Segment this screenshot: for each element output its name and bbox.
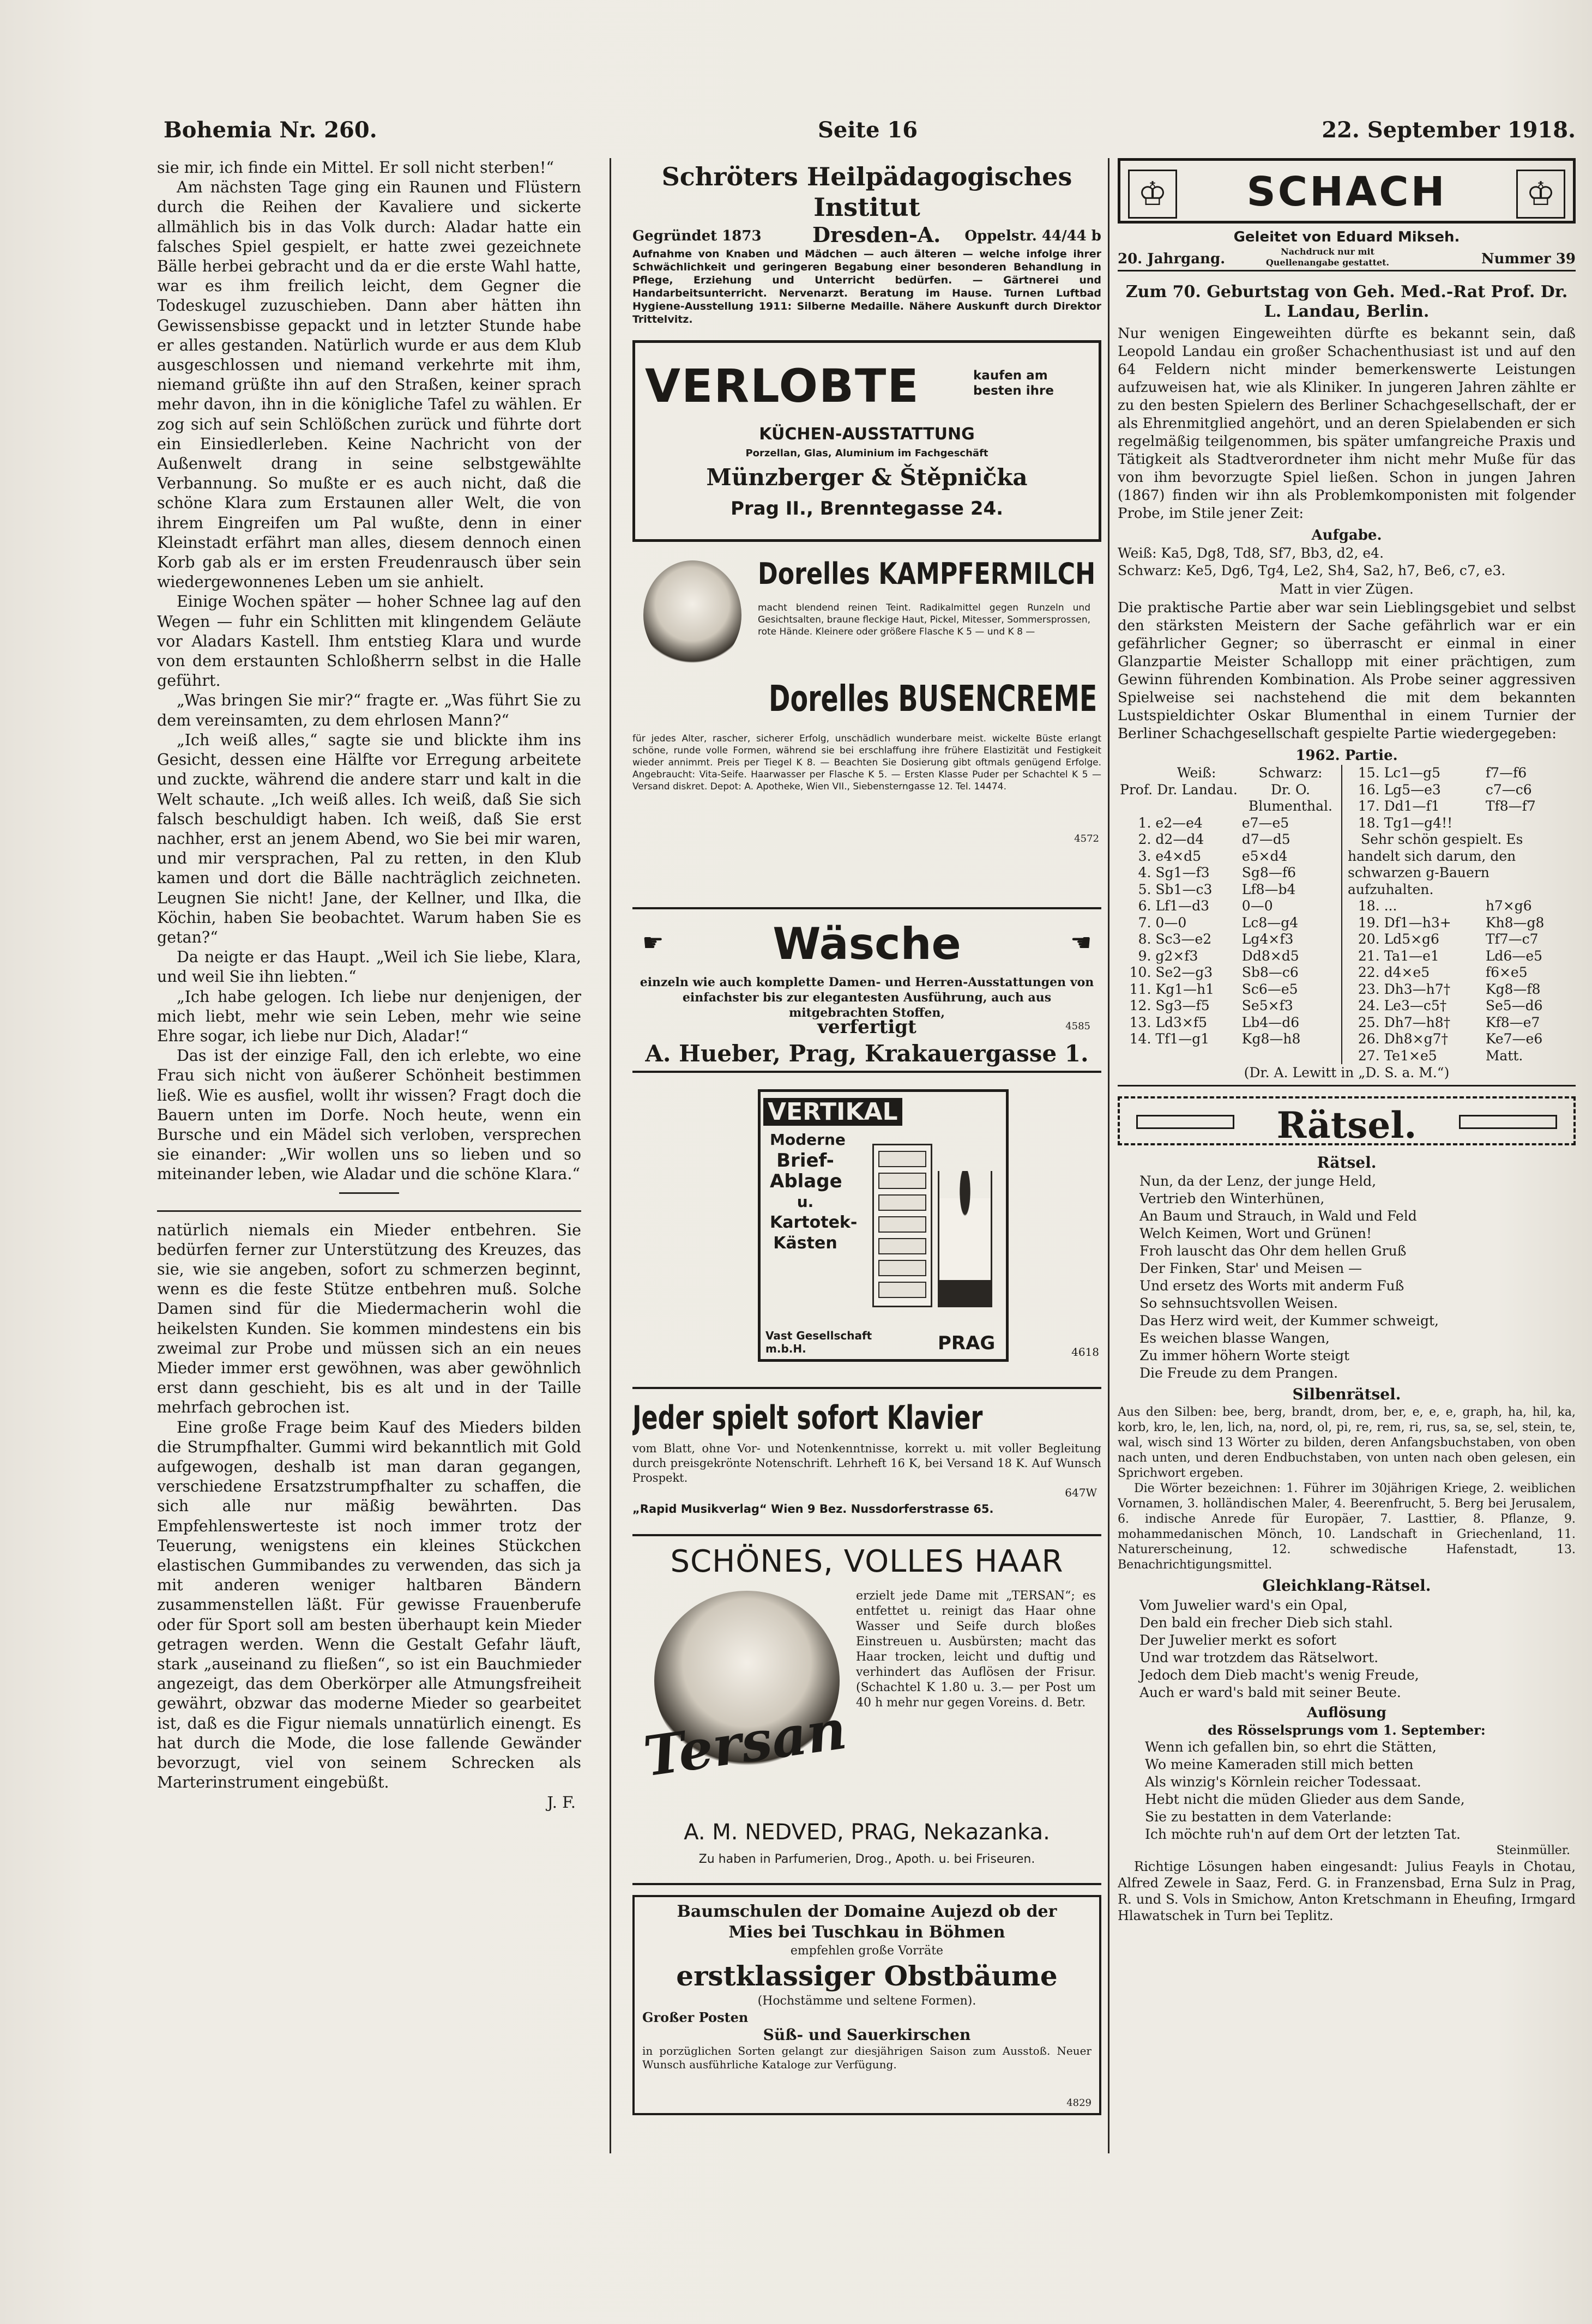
waesche-footer: A. Hueber, Prag, Krakauergasse 1. xyxy=(645,1040,1089,1067)
chess-moves xyxy=(1118,765,1576,1064)
dorelles-title-1: Dorelles KAMPFERMILCH xyxy=(758,557,1096,591)
ad-tersan xyxy=(632,1536,1101,1885)
ad-vertikal xyxy=(632,1073,1101,1389)
tersan-footer: Zu haben in Parfumerien, Drog., Apoth. u. bei Friseuren. xyxy=(698,1852,1035,1866)
chess-move-row: 1. e2—e4 e7—e5 xyxy=(1138,814,1289,831)
raetsel-sub-4: des Rösselsprungs vom 1. September: xyxy=(1208,1722,1486,1738)
chess-banner xyxy=(1118,158,1576,224)
chess-move-row: 4. Sg1—f3 Sg8—f6 xyxy=(1138,865,1296,880)
raetsel-title-3: Gleichklang-Rätsel. xyxy=(1262,1577,1431,1595)
dorelles-number: 4572 xyxy=(1074,833,1099,844)
pointing-hand-icon: ☛ xyxy=(642,929,664,957)
chess-move-row: Sehr schön gespielt. Es handelt sich darum, den schwarzen g-Bauern aufzuhalten. xyxy=(1348,831,1523,897)
poem-line: Auch er ward's bald mit seiner Beute. xyxy=(1139,1685,1401,1700)
chess-move-row: 7. 0—0 Lc8—g4 xyxy=(1138,914,1299,931)
poem-line: An Baum und Strauch, in Wald und Feld xyxy=(1139,1208,1417,1224)
story-paragraph: sie mir, ich finde ein Mittel. Er soll nicht sterben!“ xyxy=(157,159,554,177)
poem-line: Vertrieb den Winterhünen, xyxy=(1139,1191,1325,1206)
tersan-company: A. M. NEDVED, PRAG, Nekazanka. xyxy=(684,1820,1050,1845)
poem-line: Wenn ich gefallen bin, so ehrt die Stätten, xyxy=(1145,1739,1437,1755)
woman-portrait-image xyxy=(643,560,741,669)
chess-move-row: 19. Df1—h3+ Kh8—g8 xyxy=(1358,914,1545,931)
poem-line: Als winzig's Körnlein reicher Todessaat. xyxy=(1145,1774,1421,1790)
obst-body: in porzüglichen Sorten gelangt zur diesjährigen Saison zum Ausstoß. Neuer Wunsch ausführliche Kataloge zur Verfügung. xyxy=(642,2044,1092,2071)
waesche-title: Wäsche xyxy=(773,919,961,969)
crown-icon: ♔ xyxy=(1128,170,1177,219)
chess-move-row: 11. Kg1—h1 Sc6—e5 xyxy=(1129,981,1298,997)
poem-line: Die Freude zu dem Prangen. xyxy=(1139,1365,1338,1381)
raetsel-title-4: Auflösung xyxy=(1307,1705,1386,1721)
vertikal-brand: VERTIKAL xyxy=(763,1098,902,1126)
poem-line: Nun, da der Lenz, der junge Held, xyxy=(1139,1173,1377,1189)
chess-number: Nummer 39 xyxy=(1481,251,1576,267)
section-rule xyxy=(157,1210,581,1212)
obst-line5: Süß- und Sauerkirschen xyxy=(763,2026,971,2044)
raetsel-poem-1 xyxy=(1118,1173,1576,1382)
waesche-sub: verfertigt xyxy=(817,1016,916,1038)
poem-line: Ich möchte ruh'n auf dem Ort der letzten Tat. xyxy=(1145,1826,1461,1842)
obst-sub: (Hochstämme und seltene Formen). xyxy=(757,1994,976,2008)
header-page-number: Seite 16 xyxy=(818,117,918,143)
chess-move-row: 8. Sc3—e2 Lg4×f3 xyxy=(1138,931,1294,947)
dorelles-title-2: Dorelles BUSENCREME xyxy=(769,678,1097,720)
chess-move-row: 2. d2—d4 d7—d5 xyxy=(1138,831,1291,847)
ad-klavier xyxy=(632,1389,1101,1536)
klavier-body: vom Blatt, ohne Vor- und Notenkenntnisse, korrekt u. mit voller Begleitung durch preisgekrönte Notenschrift. Lehrheft 16 K, bei Versand 18 K. Auf Wunsch Prospekt. xyxy=(632,1442,1101,1484)
vertikal-city: PRAG xyxy=(938,1332,996,1354)
chess-editor: Geleitet von Eduard Mikseh. xyxy=(1233,229,1460,245)
chess-heading: Zum 70. Geburtstag von Geh. Med.-Rat Prof. Dr. L. Landau, Berlin. xyxy=(1125,282,1568,321)
chess-moves-left: Weiß: Schwarz: Prof. Dr. Landau. Dr. O. Blumenthal. 1. e2—e4 e7—e5 2. d2—d4 d7—d5 3. e4×d5 e5×d4 4. Sg1—f3 Sg8—f6 5. Sb1—c3 Lf8—b4 6. Lf1—d3 0—0 7. 0—0 Lc8—g4 8. Sc3—e2 Lg4×f3 9. g2×f3 Dd8×d5 10. Se2—g3 Sb8—c6 11. Kg1—h1 Sc6—e5 12. Sg3—f5 Se5×f3 13. Ld3×f5 Lb4—d6 14. Tf1—g1 Kg8—h8 xyxy=(1118,765,1342,1064)
raetsel-poem-4-author: Steinmüller. xyxy=(1496,1844,1570,1857)
kitchen-line2: Porzellan, Glas, Aluminium im Fachgeschäft xyxy=(745,448,988,459)
chess-game-label: 1962. Partie. xyxy=(1295,747,1398,764)
raetsel-banner-title: Rätsel. xyxy=(1276,1104,1417,1146)
vertikal-maker: Vast Gesellschaft m.b.H. xyxy=(765,1329,872,1355)
chess-move-row: 26. Dh8×g7† Ke7—e6 xyxy=(1358,1031,1543,1047)
middle-column xyxy=(632,158,1101,2175)
chess-game-intro: Die praktische Partie aber war sein Lieblingsgebiet und selbst den stärksten Meistern der Sache gefährlich war er ein gefährlicher Gegner; so überrascht er einmal in einer Glanzpartie Meister Schallopp mit einer prächtigen, zum Gewinn führenden Kombination. Als Probe seiner aggressiven Spielweise sei nachstehend die mit dem bekannten Lustspieldichter Oskar Blumenthal in einem Turnier der Berliner Schachgesellschaft gespielte Partie wiedergegeben: xyxy=(1118,600,1576,742)
right-column xyxy=(1118,158,1576,2175)
ad-institute xyxy=(632,158,1101,338)
page-header xyxy=(164,117,1576,150)
tersan-title: SCHÖNES, VOLLES HAAR xyxy=(670,1544,1064,1579)
chess-move-row: 16. Lg5—e3 c7—c6 xyxy=(1358,781,1532,798)
article-paragraph: natürlich niemals ein Mieder entbehren. Sie bedürfen ferner zur Unterstützung des Kreuzes, das sie, wie sie angeben, sofort zu schmerzen beginnt, wenn es die feste Stütze entbehren muß. Solche Damen sind für die Miedermacherin wohl die heikelsten Kunden. Sie kommen mindestens ein bis zweimal zur Probe und müssen sich an ein neues Mieder immer erst gewöhnen, was aber gewöhnlich erst dann geschieht, bis es alt und in der Taille mehrfach gebrochen ist. xyxy=(157,1221,581,1417)
raetsel-body-2b: Die Wörter bezeichnen: 1. Führer im 30jährigen Kriege, 2. weiblichen Vornamen, 3. holländischen Maler, 4. Beerenfrucht, 5. Berg bei Jerusalem, 6. indische Anrede für Europäer, 7. Lasttier, 8. Pflanze, 9. mohammedanischen Mönch, 10. Landschaft in Griechenland, 11. Naturerscheinung, 12. schwedische Hafenstadt, 13. Benachrichtigungsmittel. xyxy=(1118,1482,1576,1572)
chess-white: Weiß: Ka5, Dg8, Td8, Sf7, Bb3, d2, e4. xyxy=(1118,545,1384,561)
chess-mate: Matt in vier Zügen. xyxy=(1280,581,1414,597)
kitchen-line3: Münzberger & Štěpnička xyxy=(706,464,1028,491)
tersan-body: erzielt jede Dame mit „TERSAN“; es entfettet u. reinigt das Haar ohne Wasser und Seife durch bloßes Einstreuen u. Ausbürsten; macht das Haar trocken, leicht und duftig und verhindert das Auflösen der Frisur. (Schachtel K 1.80 u. 3.— per Post um 40 h mehr nur gegen Voreins. d. Betr. xyxy=(856,1589,1096,1710)
chess-move-row: 12. Sg3—f5 Se5×f3 xyxy=(1129,998,1293,1013)
chess-year: 20. Jahrgang. xyxy=(1118,251,1226,267)
waesche-number: 4585 xyxy=(1065,1021,1090,1032)
chess-intro: Nur wenigen Eingeweihten dürfte es bekannt sein, daß Leopold Landau ein großer Schachenthusiast ist und auf den 64 Feldern nicht minder bemerkenswerte Leistungen aufzuweisen hat, wie als Kliniker. In jungeren Jahren zählte er zu den besten Spielern des Berliner Schachgesellschaft, der er als Ehrenmitglied angehört, und an deren Spielabenden er sich regelmäßig teilgenommen, bis später umfangreiche Praxis und Tätigkeit als Stadtverordneter ihm nicht mehr Muße für das von ihm bevorzugte Spiel ließen. Schon in jungen Jahren (1867) finden wir ihn als Problemkomponisten mit folgender Probe, im Stile jener Zeit: xyxy=(1118,325,1576,522)
poem-line: Zu immer höhern Worte steigt xyxy=(1139,1348,1350,1363)
chess-move-row: 24. Le3—c5† Se5—d6 xyxy=(1358,998,1543,1013)
poem-line: Sie zu bestatten in dem Vaterlande: xyxy=(1145,1809,1392,1825)
chess-move-row: 27. Te1×e5 Matt. xyxy=(1358,1047,1523,1064)
obst-line2: Mies bei Tuschkau in Böhmen xyxy=(728,1923,1005,1942)
poem-line: Vom Juwelier ward's ein Opal, xyxy=(1139,1597,1348,1613)
chess-move-row: 20. Ld5×g6 Tf7—c7 xyxy=(1358,931,1539,947)
poem-line: So sehnsuchtsvollen Weisen. xyxy=(1139,1295,1338,1311)
kitchen-line4: Prag II., Brenntegasse 24. xyxy=(730,498,1004,520)
story-paragraph: „Ich habe gelogen. Ich liebe nur denjenigen, der mich liebt, mehr wie sein Leben, mehr wie seine Ehre sogar, ich liebe nur Dich, Aladar!“ xyxy=(157,987,581,1045)
kitchen-title: VERLOBTE xyxy=(645,359,920,413)
chess-move-row: 5. Sb1—c3 Lf8—b4 xyxy=(1138,881,1296,897)
institute-body: Aufnahme von Knaben und Mädchen — auch älteren — welche infolge ihrer Schwächlichkeit und geringeren Begabung einer besonderen Behandlung in Pflege, Erziehung und Unterricht bedürfen. — Gärtnerei und Handarbeitsunterricht. Nervenarzt. Beratung im Hause. Turnen Luftbad Hygiene-Ausstellung 1911: Silberne Medaille. Nähere Auskunft durch Direktor Trittelvitz. xyxy=(632,248,1101,325)
story-paragraph: Am nächsten Tage ging ein Raunen und Flüstern durch die Reihen der Kavaliere und sickerte allmählich bis in das Volk durch: Aladar hatte ein falsches Spiel gespielt, er hatte zwei gezeichnete Bälle herbei gebracht und da er die erste Wahl hatte, war es ihm freilich leicht, dem Gegner die Todeskugel zuzuschieben. Dann aber hätten ihn Gewissensbisse gepackt und in letzter Stunde habe er alles gestanden. Natürlich wurde er aus dem Klub ausgeschlossen und niemand verkehrte mit ihm, niemand grüßte ihn auf den Straßen, keiner sprach mehr davon, ihn in die königliche Tafel zu wählen. Er zog sich auf sein Schlößchen zurück und führte dort ein Einsiedlerleben. Keine Nachricht von der Außenwelt drang in seine selbstgewählte Verbannung. So mußte er es auch nicht, daß die schöne Klara zum Erstaunen aller Welt, die von ihrem Eingreifen um Pal wußte, denn in einer Kleinstadt erfährt man alles, diesem dennoch einen Korb gab als er im ersten Freudenrausch über sein wiedergewonnenes Leben um sie anhielt. xyxy=(157,178,581,591)
poem-line: Der Juwelier merkt es sofort xyxy=(1139,1632,1337,1648)
obst-line3: empfehlen große Vorräte xyxy=(790,1944,944,1958)
article-signature: J. F. xyxy=(547,1793,576,1812)
poem-line: Den bald ein frecher Dieb sich stahl. xyxy=(1139,1615,1393,1631)
poem-line: Das Herz wird weit, der Kummer schweigt, xyxy=(1139,1313,1439,1329)
pointing-hand-icon: ☛ xyxy=(1070,929,1092,957)
article-paragraph: Eine große Frage beim Kauf des Mieders bilden die Strumpfhalter. Gummi wird bekanntlich mit Gold aufgewogen, deshalb ist man daran gegangen, verschiedene Ersatzstrumpfhalter zu schaffen, die sich alle nur mäßig bewährten. Das Empfehlenswerteste ist noch immer trotz der Teuerung, wenigstens ein kleines Stückchen elastischen Gummibandes zu verwenden, das sich ja mit anderen weniger haltbaren Bändern zusammenstellen läßt. Für gewisse Frauenberufe oder für Sport soll am besten überhaupt kein Mieder getragen werden. Wenn die Gestalt Gefahr läuft, stark „auseinand zu fließen“, so ist ein Bauchmieder angezeigt, das dem Oberkörper alle Atmungsfreiheit gewährt, obzwar das moderne Mieder so gearbeitet ist, daß es die Figur niemals unnatürlich einengt. Es hat durch die Mode, die lose fallende Gewänder bevorzugt, viel von seinem Schrecken als Marterinstrument eingebüßt. xyxy=(157,1418,581,1792)
raetsel-body-2: Aus den Silben: bee, berg, brandt, drom, ber, e, e, e, graph, ha, hil, ka, korb, kro, le, len, lich, na, nord, ol, pi, re, rem, ri, rus, sa, se, sel, stein, te, wal, wisch sind 13 Wörter zu bilden, deren Anfangsbuchstaben, von oben nach unten, und deren Endbuchstaben, von unten nach oben gelesen, ein Sprichwort ergeben. xyxy=(1118,1405,1576,1480)
poem-line: Hebt nicht die müden Glieder aus dem Sande, xyxy=(1145,1791,1465,1807)
poem-line: Jedoch dem Dieb macht's wenig Freude, xyxy=(1139,1667,1419,1683)
raetsel-solutions: Richtige Lösungen haben eingesandt: Julius Feayls in Chotau, Alfred Zewele in Saaz, Ferd. G. in Franzensbad, Erna Sulz in Prag, R. und S. Vols in Smichow, Anton Kretschmann in Eheufing, Irmgard Hlawatschek in Turn bei Teplitz. xyxy=(1118,1859,1576,1923)
kitchen-line1: KÜCHEN-AUSSTATTUNG xyxy=(759,425,975,444)
institute-city: Dresden-A. xyxy=(812,222,941,247)
chess-move-row: 22. d4×e5 f6×e5 xyxy=(1358,964,1528,980)
raetsel-title-1: Rätsel. xyxy=(1317,1154,1377,1172)
poem-line: Der Finken, Star' und Meisen — xyxy=(1139,1260,1362,1276)
chess-moves-right xyxy=(1342,765,1571,1064)
chess-move-row: 10. Se2—g3 Sb8—c6 xyxy=(1129,964,1299,980)
klavier-number: 647W xyxy=(1065,1486,1097,1499)
chess-move-row: 6. Lf1—d3 0—0 xyxy=(1138,898,1273,914)
chess-notice: Nachdruck nur mit Quellenangabe gestattet. xyxy=(1265,246,1390,268)
poem-line: Es weichen blasse Wangen, xyxy=(1139,1330,1330,1346)
obst-line1: Baumschulen der Domaine Aujezd ob der xyxy=(677,1902,1057,1921)
chess-move-row: 23. Dh3—h7† Kg8—f8 xyxy=(1358,981,1541,997)
story-paragraph: „Ich weiß alles,“ sagte sie und blickte ihm ins Gesicht, dessen eine Hälfte vor Erregung arbeitete und zuckte, während die andere starr und kalt in die Welt schaute. „Ich weiß alles. Ich weiß, daß Sie sich falsch beschuldigt haben. Ich weiß, daß Sie erst nachher, erst an jenem Abend, wo Sie bei mir waren, und mir versprachen, Pal zu retten, in den Klub kamen und dort die Bälle nachträglich zeichneten. Leugnen Sie nicht! Jane, der Kellner, und Ilka, die Köchin, haben Sie beobachtet. Warum haben Sie es getan?“ xyxy=(157,731,581,946)
obst-number: 4829 xyxy=(1066,2097,1092,2109)
column-rule-2 xyxy=(1108,158,1109,2153)
poem-line: Und war trotzdem das Rätselwort. xyxy=(1139,1650,1379,1665)
raetsel-title-2: Silbenrätsel. xyxy=(1292,1385,1401,1403)
chess-move-row: 18. Tg1—g4!! xyxy=(1358,814,1453,831)
obst-line4: Großer Posten xyxy=(642,2009,749,2025)
story-paragraph: Da neigte er das Haupt. „Weil ich Sie liebe, Klara, und weil Sie ihn liebten.“ xyxy=(157,948,581,986)
header-date: 22. September 1918. xyxy=(1322,117,1576,143)
raetsel-poem-4 xyxy=(1118,1739,1576,1843)
klavier-title: Jeder spielt sofort Klavier xyxy=(632,1399,983,1437)
chess-title: SCHACH xyxy=(1246,168,1447,215)
institute-founded: Gegründet 1873 xyxy=(632,228,762,244)
ad-kitchen xyxy=(632,340,1101,542)
poem-line: Wo meine Kameraden still mich betten xyxy=(1145,1756,1414,1772)
vertikal-number: 4618 xyxy=(1071,1345,1099,1359)
klavier-footer: „Rapid Musikverlag“ Wien 9 Bez. Nussdorferstrasse 65. xyxy=(632,1502,994,1516)
crown-icon: ♔ xyxy=(1516,170,1565,219)
dorelles-body-2: für jedes Alter, rascher, sicherer Erfolg, unschädlich wunderbare meist. wickelte Büste erlangt schöne, runde volle Formen, während sie bei erschlaffung ihre frühere Elastizität und Festigkeit wieder annimmt. Preis per Tiegel K 8. — Beachten Sie Dosierung gibt oftmals genügend Erfolge. Angebraucht: Vita-Seife. Haarwasser per Flasche K 5. — Ersten Klasse Puder per Schachtel K 5 — Versand diskret. Depot: A. Apotheke, Wien VII., Siebensterngasse 12. Tel. 14474. xyxy=(632,733,1101,792)
institute-street: Oppelstr. 44/44 b xyxy=(964,228,1101,244)
chess-black: Schwarz: Ke5, Dg6, Tg4, Le2, Sh4, Sa2, h7, Be6, c7, e3. xyxy=(1118,563,1506,578)
chess-move-row: 25. Dh7—h8† Kf8—e7 xyxy=(1358,1014,1540,1030)
vertikal-lines: Moderne Brief- Ablage u. Kartotek- Kästen xyxy=(770,1131,858,1253)
raetsel-poem-3 xyxy=(1118,1597,1576,1701)
poem-line: Froh lauscht das Ohr dem hellen Gruß xyxy=(1139,1243,1407,1259)
dorelles-body-1: macht blendend reinen Teint. Radikalmittel gegen Runzeln und Gesichtsalten, braune fleckige Haut, Pickel, Mitesser, Sommersprossen, rote Hände. Kleinere oder größere Flasche K 5 — und K 8 — xyxy=(758,602,1090,637)
ad-waesche xyxy=(632,909,1101,1073)
chess-move-row: 15. Lc1—g5 f7—f6 xyxy=(1358,765,1527,781)
header-issue: Bohemia Nr. 260. xyxy=(164,117,377,143)
chess-move-row: 14. Tf1—g1 Kg8—h8 xyxy=(1129,1031,1301,1047)
tersan-brand: Tersan xyxy=(640,1697,851,1789)
chess-move-row: 18. ... h7×g6 xyxy=(1358,898,1532,914)
story-paragraph: „Was bringen Sie mir?“ fragte er. „Was führt Sie zu dem vereinsamten, zu dem ehrlosen Mann?“ xyxy=(157,691,581,729)
institute-title: Schröters Heilpädagogisches Institut xyxy=(661,162,1072,222)
story-paragraph: Einige Wochen später — hoher Schnee lag auf den Wegen — fuhr ein Schlitten mit klingendem Geläute vor Aladars Kastell. Ihm entstieg Klara und wurde von dem erstaunten Schloßherrn selbst in die Halle geführt. xyxy=(157,593,581,690)
obst-title: erstklassiger Obstbäume xyxy=(676,1960,1058,1992)
chess-problem-label: Aufgabe. xyxy=(1311,527,1382,544)
kitchen-side: kaufen am besten ihre xyxy=(973,369,1054,398)
chess-move-row: 3. e4×d5 e5×d4 xyxy=(1138,848,1288,864)
chess-move-row: 9. g2×f3 Dd8×d5 xyxy=(1138,947,1299,964)
file-cabinet-image xyxy=(872,1144,932,1307)
story-end-rule xyxy=(339,1192,399,1194)
poem-line: Welch Keimen, Wort und Grünen! xyxy=(1139,1226,1372,1241)
raetsel-banner xyxy=(1118,1096,1576,1145)
poem-line: Und ersetz des Worts mit anderm Fuß xyxy=(1139,1278,1404,1294)
column-rule-1 xyxy=(610,158,611,2153)
chess-move-row: 13. Ld3×f5 Lb4—d6 xyxy=(1129,1014,1300,1030)
chess-move-row: 21. Ta1—e1 Ld6—e5 xyxy=(1358,947,1543,964)
ad-obstbaeume xyxy=(632,1895,1101,2115)
left-column xyxy=(157,158,581,2175)
story-paragraph: Das ist der einzige Fall, den ich erlebte, wo eine Frau sich nicht von äußerer Schönheit bestimmen ließ. Wie es ausfiel, wollt ihr wissen? Fragt doch die Bauern unten im Dorfe. Noch heute, wenn ein Bursche und ein Mädel sich verloben, versprechen sie einander: „Wir wollen uns so lieben und so miteinander leben, wie Aladar und die schöne Klara.“ xyxy=(157,1047,581,1184)
ad-dorelles xyxy=(632,550,1101,909)
chess-source: (Dr. A. Lewitt in „D. S. a. M.“) xyxy=(1118,1064,1576,1086)
waesche-body: einzeln wie auch komplette Damen- und Herren-Ausstattungen von einfachster bis zur elegantesten Ausführung, auch aus mitgebrachten Stoffen, xyxy=(640,975,1094,1020)
clerk-figure-image xyxy=(938,1171,992,1307)
chess-move-row: 17. Dd1—f1 Tf8—f7 xyxy=(1358,798,1536,814)
